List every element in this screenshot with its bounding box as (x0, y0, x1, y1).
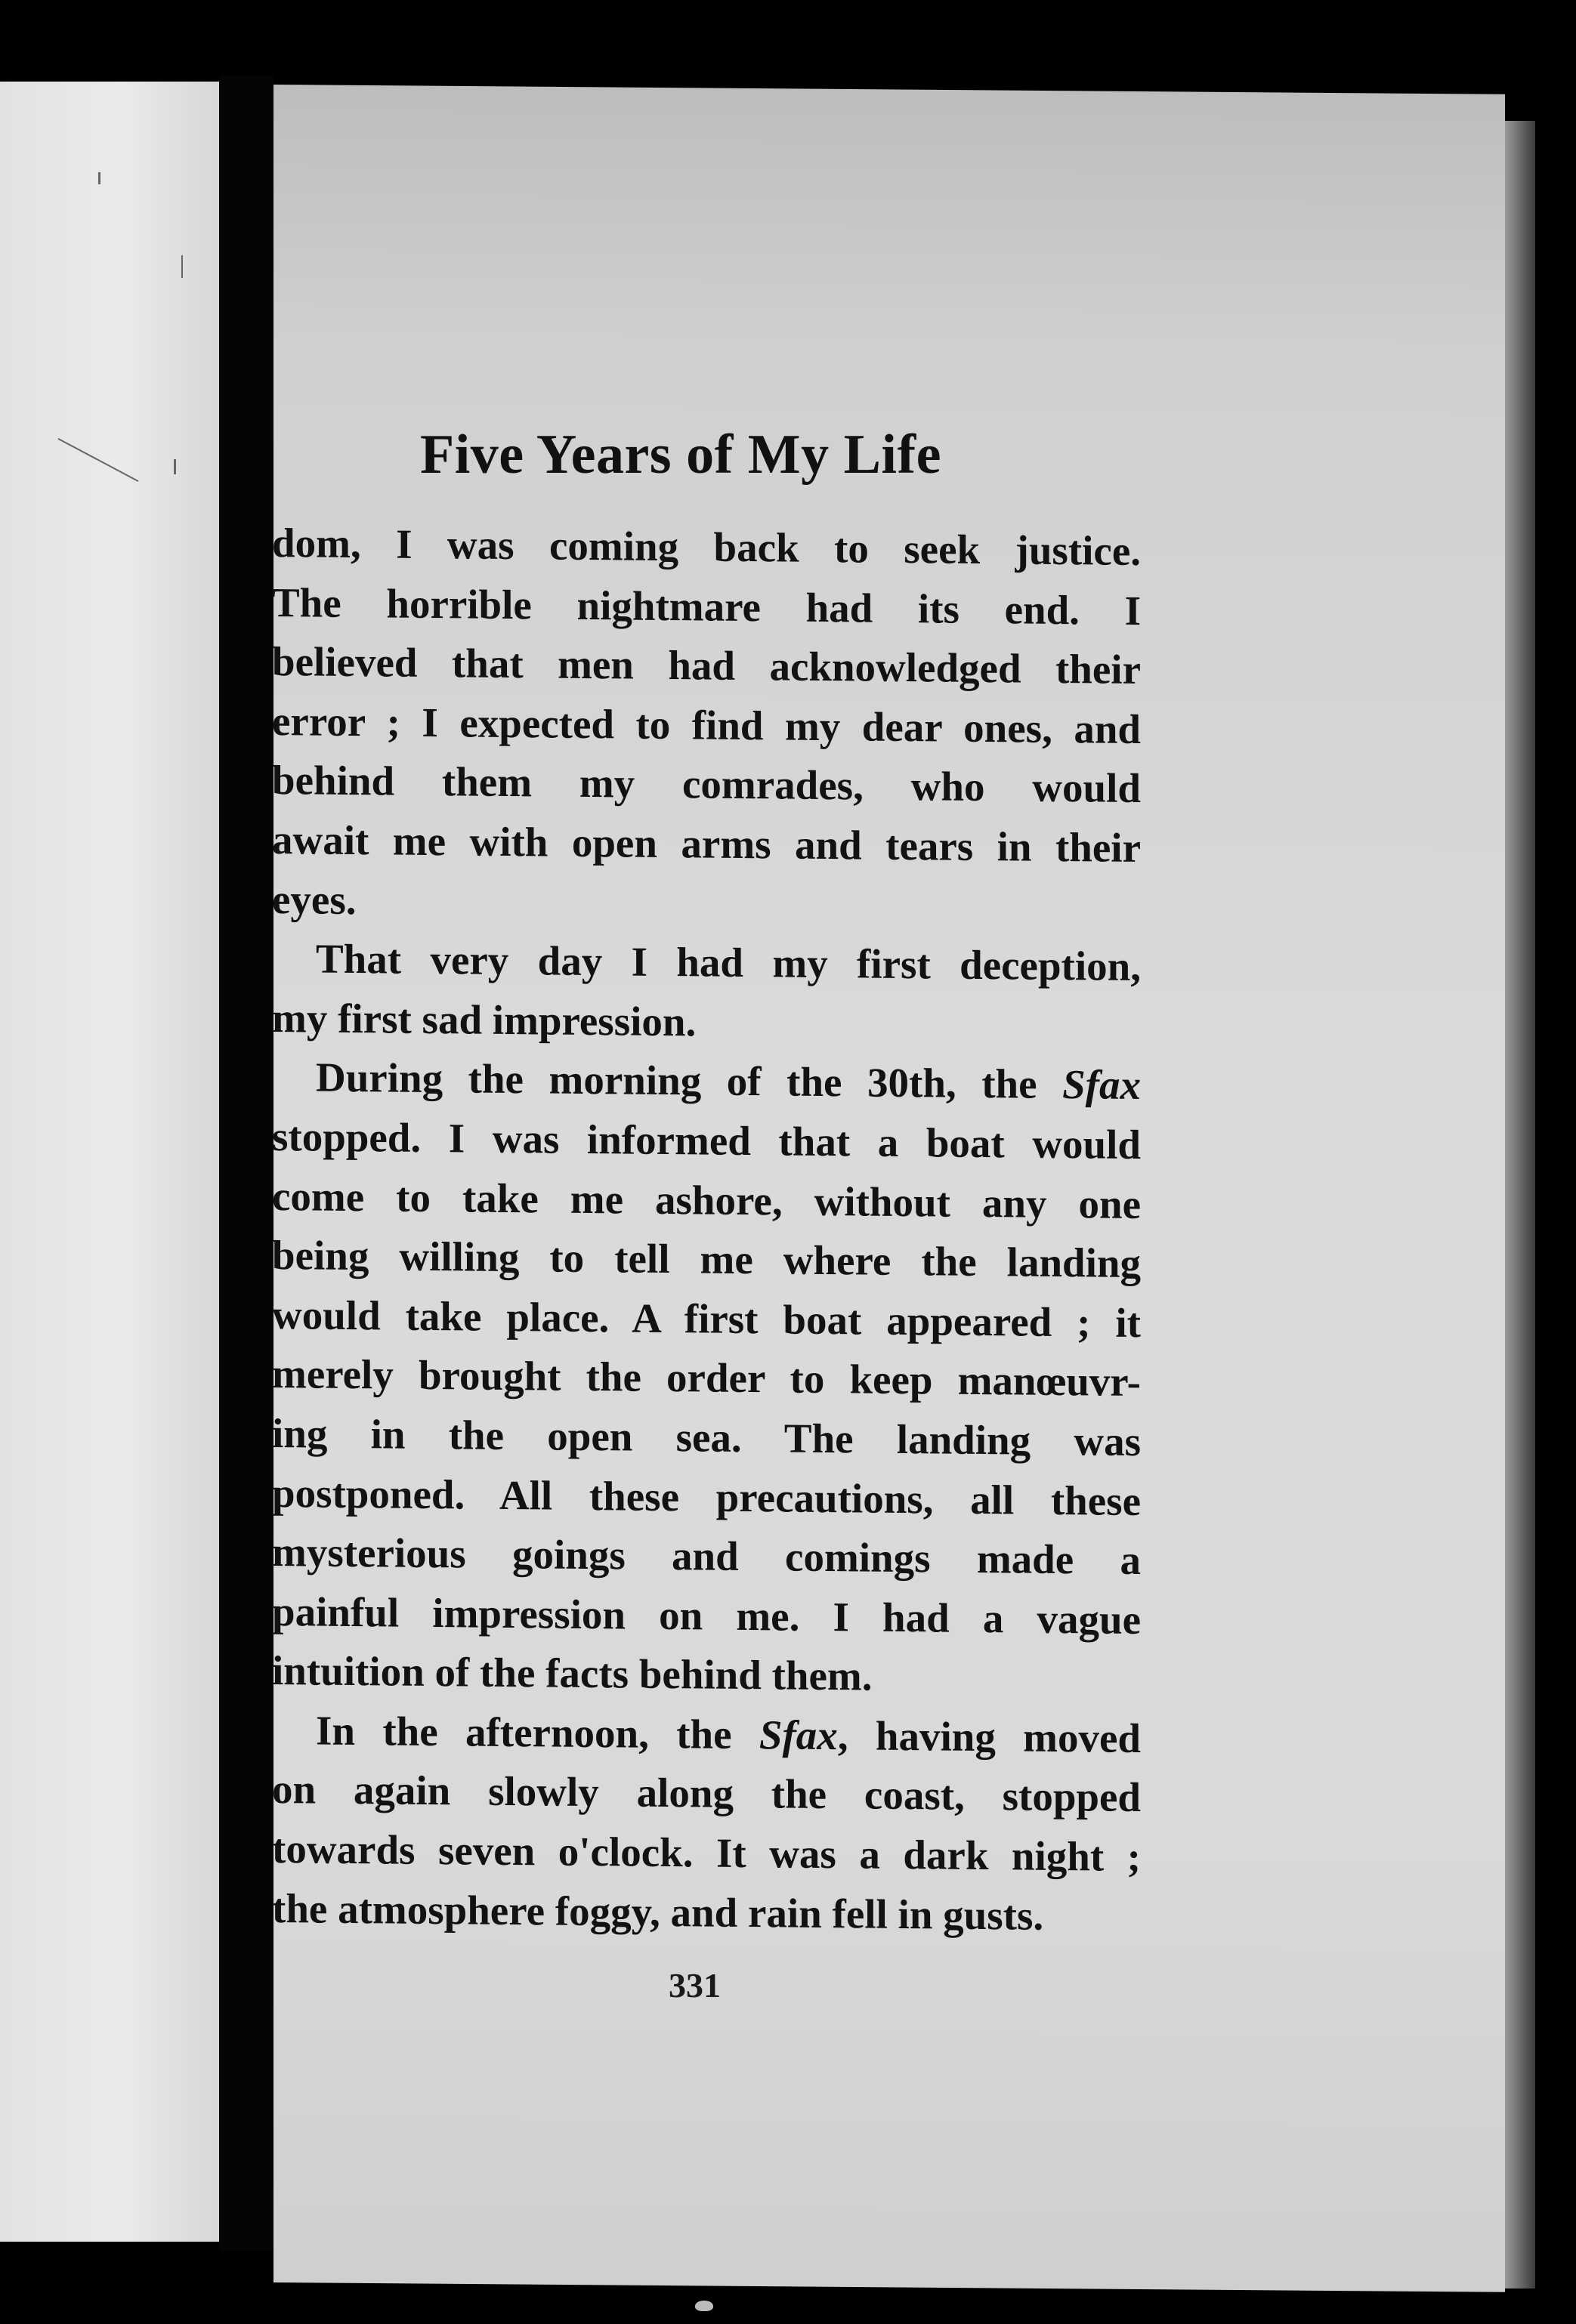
text-line: eyes. (272, 875, 357, 923)
text-line: dom, I was coming back to seek justice. (272, 520, 1141, 575)
page-body-text (272, 514, 1141, 1946)
paper-mark (58, 438, 139, 482)
text-segment: During the morning of the 30th, the (316, 1054, 1063, 1108)
page-number: 331 (669, 1966, 721, 2005)
text-line: error ; I expected to find my dear ones, and (272, 697, 1141, 752)
text-line: The horrible nightmare had its end. I (272, 579, 1141, 634)
text-line (272, 1701, 1141, 1769)
text-line: come to take me ashore, without any one (272, 1172, 1141, 1227)
paragraph (272, 1701, 1141, 1946)
text-line: postponed. All these precautions, all these (272, 1469, 1141, 1524)
text-line: mysterious goings and comings made a (272, 1529, 1141, 1584)
text-segment: , having moved (837, 1712, 1141, 1761)
text-line: stopped. I was informed that a boat would (272, 1113, 1141, 1168)
text-line (272, 1048, 1141, 1116)
paragraph (272, 514, 1141, 937)
facing-page-left (0, 82, 219, 2242)
text-line: merely brought the order to keep manœuvr- (272, 1350, 1141, 1406)
book-gutter (219, 76, 273, 2251)
text-line: my first sad impression. (272, 994, 697, 1045)
ship-name-italic: Sfax (759, 1711, 838, 1759)
scan-mark (695, 2301, 713, 2311)
text-line: the atmosphere foggy, and rain fell in gusts. (272, 1884, 1044, 1939)
text-line: await me with open arms and tears in their (272, 816, 1141, 872)
ship-name-italic: Sfax (1062, 1061, 1141, 1109)
text-line: painful impression on me. I had a vague (272, 1588, 1141, 1643)
text-segment: In the afternoon, the (316, 1707, 759, 1758)
page-edge-shadow (1505, 121, 1535, 2289)
text-line: intuition of the facts behind them. (272, 1647, 873, 1699)
text-line: being willing to tell me where the landing (272, 1232, 1141, 1287)
text-line: behind them my comrades, who would (272, 757, 1141, 812)
text-line: ing in the open sea. The landing was (272, 1409, 1141, 1464)
text-line: That very day I had my first deception, (316, 935, 1141, 990)
text-line: towards seven o'clock. It was a dark night ; (272, 1826, 1141, 1881)
paragraph (272, 1048, 1141, 1709)
text-line: would take place. A first boat appeared ; it (272, 1291, 1141, 1346)
running-header: Five Years of My Life (420, 424, 941, 486)
paper-mark (98, 172, 100, 184)
paper-mark (174, 459, 176, 474)
paragraph (272, 929, 1141, 1056)
text-line: believed that men had acknowledged their (272, 638, 1141, 693)
paper-mark (181, 255, 183, 278)
text-line: on again slowly along the coast, stopped (272, 1766, 1141, 1821)
